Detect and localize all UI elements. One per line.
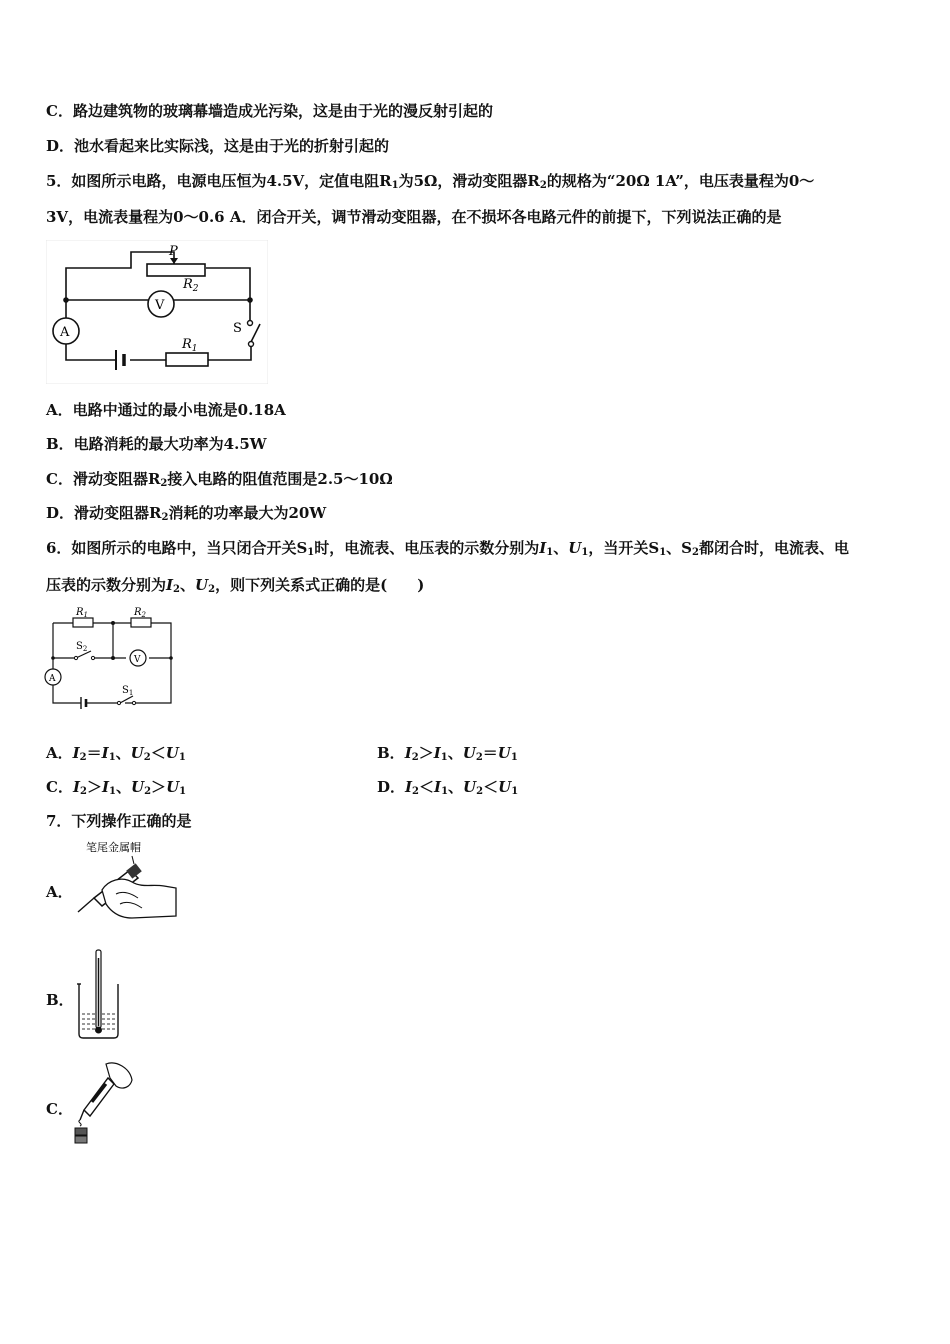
resistor-r1 [73, 618, 93, 627]
option-c-text: C．路边建筑物的玻璃幕墙造成光污染，这是由于光的漫反射引起的 [46, 102, 493, 120]
question-6-line-1: 6．如图所示的电路中，当只闭合开关$S_1$时，电流表、电压表的示数分别为$I_1$、$U_1$，当开关$S_1$、$S_2$都闭合时，电流表、电 [46, 539, 849, 558]
svg-text:A: A [60, 325, 70, 340]
svg-text:A: A [49, 674, 56, 684]
question-6-line-2: 压表的示数分别为$I_2$、$U_2$，则下列关系式正确的是( ) [46, 576, 425, 595]
svg-text:S: S [233, 321, 242, 336]
svg-text:R2: $R_2$ [183, 277, 199, 294]
option-d-text: D．池水看起来比实际浅，这是由于光的折射引起的 [46, 137, 390, 155]
q7-option-c-label: C． [46, 1100, 73, 1118]
svg-text:P: P [169, 244, 178, 259]
dropper-image [72, 1058, 136, 1146]
svg-text:S1: $S_1$ [122, 685, 134, 697]
circuit-diagram-q5 [46, 240, 268, 384]
svg-text:笔尾金属帽: 笔尾金属帽 [86, 841, 141, 854]
q6-option-a: A．$I_2=I_1$、$U_2<U_1$ [46, 744, 186, 763]
svg-text:V: V [134, 655, 141, 665]
q6-option-d: D．$I_2<I_1$、$U_2<U_1$ [377, 778, 519, 797]
svg-text:R1: $R_1$ [76, 607, 88, 619]
svg-text:V: V [155, 298, 165, 313]
q7-option-a-label: A． [46, 883, 73, 901]
question-5-line-2: 3V，电流表量程为0～0.6 A．闭合开关，调节滑动变阻器，在不损坏各电路元件的前提下，下列说法正确的是 [46, 208, 782, 226]
thermometer-beaker-image [76, 948, 122, 1040]
test-pen-image [72, 838, 178, 920]
q6-option-b: B．$I_2>I_1$、$U_2=U_1$ [377, 744, 518, 763]
resistor-r2 [131, 618, 151, 627]
svg-text:R2: $R_2$ [134, 607, 146, 619]
question-7-text: 7．下列操作正确的是 [46, 812, 192, 830]
q5-option-d: D．滑动变阻器$R_2$消耗的功率最大为20W [46, 504, 327, 523]
q7-option-b-label: B． [46, 991, 74, 1009]
q5-option-c: C．滑动变阻器$R_2$接入电路的阻值范围是2.5～10Ω [46, 470, 393, 489]
circuit-diagram-q6 [43, 603, 176, 715]
svg-text:R1: $R_1$ [182, 337, 198, 354]
q5-option-a: A．电路中通过的最小电流是0.18A [46, 401, 286, 419]
q5-option-b: B．电路消耗的最大功率为4.5W [46, 435, 267, 453]
resistor-r1 [166, 353, 208, 366]
resistor-r2 [147, 264, 205, 276]
svg-text:S2: $S_2$ [76, 641, 88, 653]
question-5-line-1: 5．如图所示电路，电源电压恒为4.5V，定值电阻$R_1$为5Ω，滑动变阻器$R_2$的规格为“20Ω 1A”，电压表量程为0～ [46, 172, 815, 191]
q6-option-c: C．$I_2>I_1$、$U_2>U_1$ [46, 778, 187, 797]
